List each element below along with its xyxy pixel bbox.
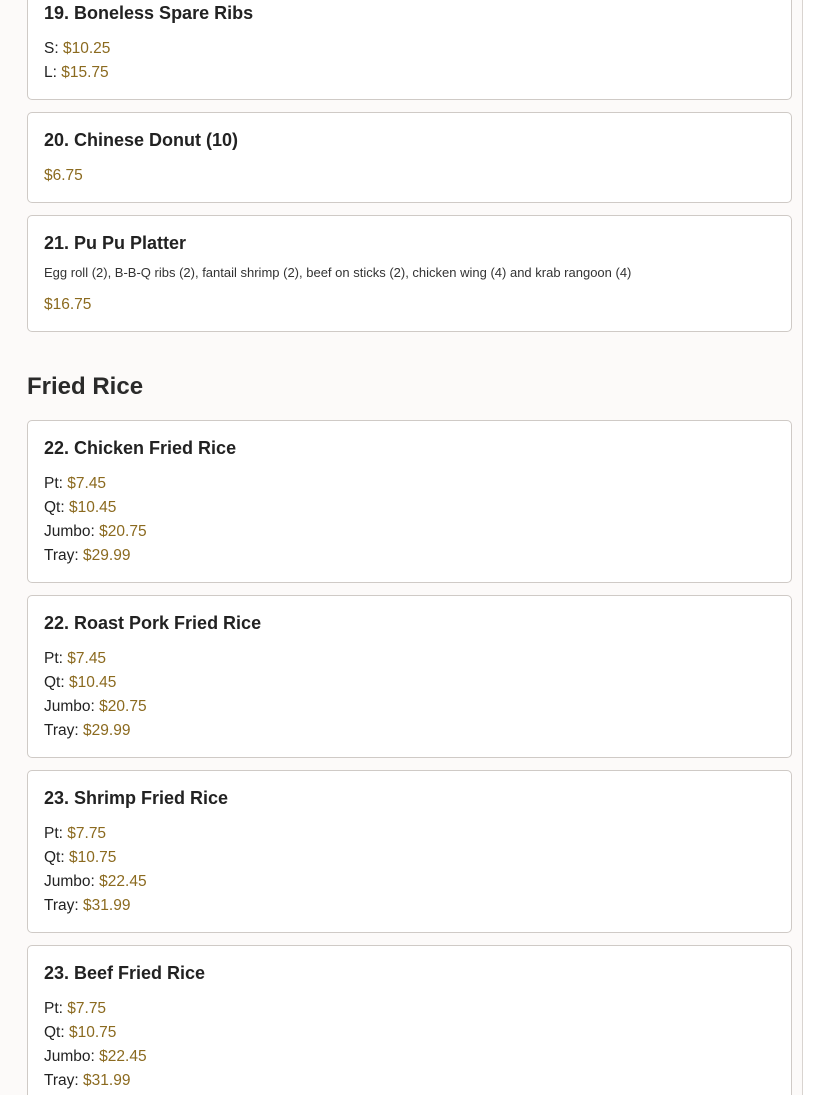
menu-item-name: 23. Beef Fried Rice: [44, 963, 206, 983]
price-line: [44, 520, 775, 544]
price-value: $10.75: [68, 849, 117, 866]
price-list: [44, 164, 775, 188]
price-size-label: Qt:: [44, 499, 65, 516]
price-line: [44, 719, 775, 743]
price-value: $29.99: [83, 547, 131, 564]
price-value: $22.45: [99, 1048, 147, 1065]
price-value: $20.75: [99, 698, 147, 715]
price-line: [44, 472, 775, 496]
menu-item-card[interactable]: [27, 770, 792, 933]
menu-item-card[interactable]: [27, 215, 792, 332]
price-line: [44, 496, 775, 520]
menu-item-card[interactable]: [27, 0, 792, 100]
price-line: [44, 870, 775, 894]
price-value: $10.45: [68, 674, 117, 691]
menu-item-card[interactable]: [27, 595, 792, 758]
price-list: [44, 647, 775, 743]
price-size-label: Jumbo:: [44, 873, 95, 890]
price-size-label: Qt:: [44, 674, 65, 691]
price-line: [44, 1069, 775, 1093]
price-size-label: S:: [44, 40, 59, 57]
price-value: $7.75: [67, 825, 107, 842]
price-size-label: Pt:: [44, 650, 63, 667]
price-value: $22.45: [99, 873, 147, 890]
price-line: [44, 37, 775, 61]
menu-item-card[interactable]: [27, 112, 792, 203]
price-size-label: Tray:: [44, 1072, 79, 1089]
price-size-label: Pt:: [44, 1000, 63, 1017]
menu-item-name: 21. Pu Pu Platter: [44, 233, 187, 253]
section-title: Fried Rice: [27, 373, 144, 400]
price-list: [44, 822, 775, 918]
price-line: [44, 671, 775, 695]
price-size-label: Qt:: [44, 1024, 65, 1041]
price-value: $15.75: [61, 64, 109, 81]
price-size-label: Pt:: [44, 475, 63, 492]
price-value: $10.75: [68, 1024, 117, 1041]
menu-item-name: 19. Boneless Spare Ribs: [44, 3, 254, 23]
price-line: [44, 846, 775, 870]
menu-item-name: 22. Chicken Fried Rice: [44, 438, 237, 458]
price-value: $10.25: [62, 40, 111, 57]
price-size-label: Tray:: [44, 547, 79, 564]
price-line: [44, 164, 775, 188]
menu-content: [27, 0, 792, 1095]
price-value: $6.75: [44, 167, 83, 184]
price-line: [44, 822, 775, 846]
price-size-label: L:: [44, 64, 57, 81]
price-size-label: Jumbo:: [44, 698, 95, 715]
menu-item-description: Egg roll (2), B-B-Q ribs (2), fantail shrimp (2), beef on sticks (2), chicken wing (4) and krab rangoon (4): [44, 265, 632, 280]
price-size-label: Tray:: [44, 897, 79, 914]
price-line: [44, 695, 775, 719]
menu-item-card[interactable]: [27, 420, 792, 583]
price-line: [44, 61, 775, 85]
price-size-label: Tray:: [44, 722, 79, 739]
price-value: $20.75: [99, 523, 147, 540]
price-size-label: Qt:: [44, 849, 65, 866]
price-line: [44, 1045, 775, 1069]
price-list: [44, 997, 775, 1093]
price-value: $10.45: [68, 499, 117, 516]
price-size-label: Jumbo:: [44, 1048, 95, 1065]
price-line: [44, 894, 775, 918]
price-value: $16.75: [44, 296, 92, 313]
price-line: [44, 647, 775, 671]
menu-item-name: 22. Roast Pork Fried Rice: [44, 613, 262, 633]
price-size-label: Pt:: [44, 825, 63, 842]
price-line: [44, 293, 775, 317]
price-line: [44, 544, 775, 568]
price-value: $7.45: [67, 650, 107, 667]
menu-item-name: 20. Chinese Donut (10): [44, 130, 239, 150]
menu-item-card[interactable]: [27, 945, 792, 1095]
price-value: $7.45: [67, 475, 107, 492]
price-list: [44, 293, 775, 317]
price-list: [44, 37, 775, 85]
price-value: $31.99: [83, 897, 131, 914]
price-line: [44, 997, 775, 1021]
price-value: $29.99: [83, 722, 131, 739]
price-line: [44, 1021, 775, 1045]
price-list: [44, 472, 775, 568]
price-value: $7.75: [67, 1000, 107, 1017]
price-value: $31.99: [83, 1072, 131, 1089]
menu-item-name: 23. Shrimp Fried Rice: [44, 788, 229, 808]
price-size-label: Jumbo:: [44, 523, 95, 540]
